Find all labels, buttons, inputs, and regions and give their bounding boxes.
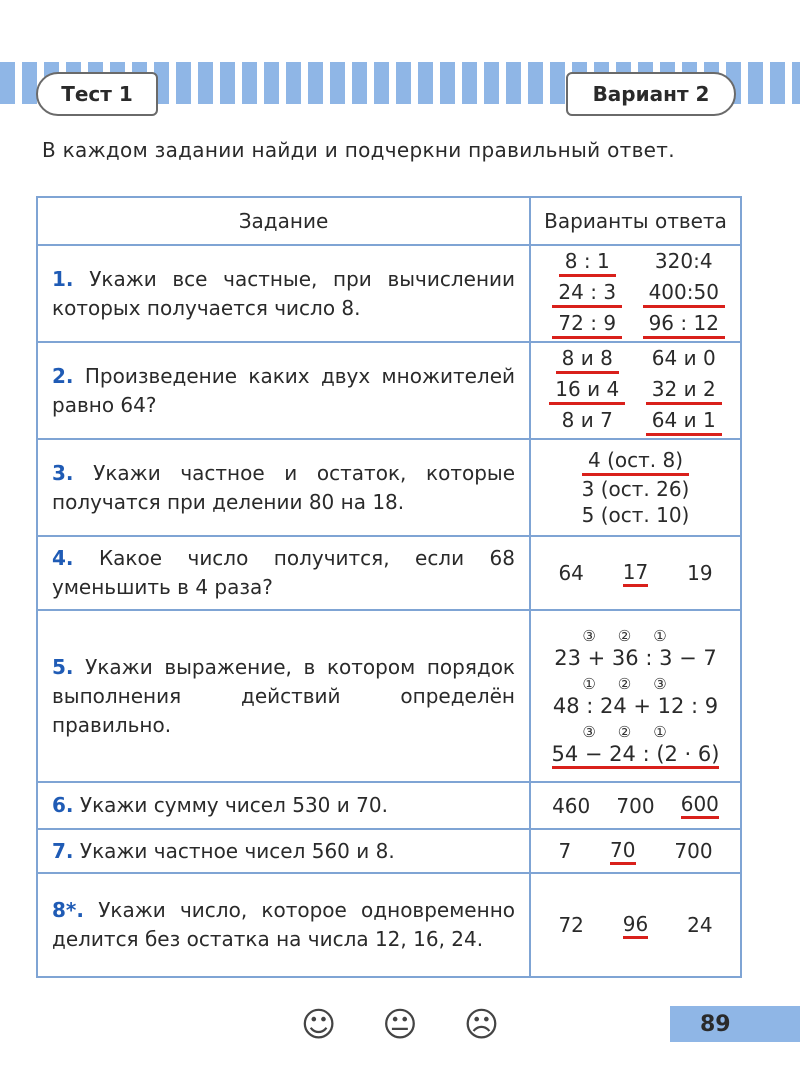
answer-option[interactable]: 3 (ост. 26) bbox=[581, 477, 690, 501]
col-answers-header: Варианты ответа bbox=[530, 197, 741, 245]
table-row bbox=[37, 439, 741, 536]
answer-option[interactable]: 16 и 4 bbox=[549, 376, 625, 405]
answer-option[interactable]: 17 bbox=[623, 560, 648, 587]
task-number: 1. bbox=[52, 266, 74, 291]
task-number: 5. bbox=[52, 654, 74, 679]
answer-option[interactable]: 24 bbox=[687, 913, 713, 937]
answer-option[interactable]: 64 bbox=[558, 561, 584, 585]
task-cell bbox=[37, 782, 530, 829]
table-row bbox=[37, 245, 741, 342]
expression-option[interactable] bbox=[531, 722, 740, 766]
answers-cell bbox=[530, 439, 741, 536]
answers-cell bbox=[530, 342, 741, 439]
order-marks: ①②③ bbox=[582, 675, 689, 693]
happy-face-icon[interactable]: ☺ bbox=[300, 1005, 337, 1045]
answers-cell bbox=[530, 610, 741, 782]
expression-option[interactable] bbox=[531, 674, 740, 718]
answer-option[interactable]: 600 bbox=[681, 792, 719, 819]
answer-option[interactable]: 70 bbox=[610, 838, 635, 865]
answer-option[interactable]: 64 и 0 bbox=[651, 346, 716, 370]
task-number: 2. bbox=[52, 363, 74, 388]
table-row bbox=[37, 782, 741, 829]
order-marks: ③②① bbox=[582, 723, 689, 741]
table-row bbox=[37, 536, 741, 610]
answer-option[interactable]: 8 и 7 bbox=[561, 408, 613, 432]
answer-option[interactable]: 32 и 2 bbox=[646, 376, 722, 405]
table-row bbox=[37, 342, 741, 439]
neutral-face-icon[interactable]: 😐 bbox=[382, 1005, 418, 1045]
task-text: Произведение каких двух множителей равно 64? bbox=[52, 363, 515, 417]
task-number: 6. bbox=[52, 793, 74, 817]
answer-option[interactable]: 460 bbox=[552, 793, 591, 818]
expression-text: 23 + 36 : 3 − 7 bbox=[554, 646, 717, 670]
table-header-row bbox=[37, 197, 741, 245]
task-number: 7. bbox=[52, 838, 74, 863]
task-cell bbox=[37, 439, 530, 536]
answer-option[interactable]: 8 и 8 bbox=[556, 345, 619, 374]
col-task-header: Задание bbox=[37, 197, 530, 245]
task-number: 3. bbox=[52, 460, 74, 485]
answer-option[interactable]: 700 bbox=[674, 839, 713, 863]
expression-text: 54 − 24 : (2 · 6) bbox=[552, 742, 720, 769]
answer-option[interactable]: 7 bbox=[558, 839, 572, 863]
test-label: Тест 1 bbox=[36, 72, 158, 116]
answer-option[interactable]: 8 : 1 bbox=[559, 248, 616, 277]
expression-text: 48 : 24 + 12 : 9 bbox=[552, 694, 719, 718]
answer-option[interactable]: 700 bbox=[616, 793, 655, 818]
answer-option[interactable]: 72 : 9 bbox=[552, 310, 622, 339]
answer-option[interactable]: 72 bbox=[558, 913, 584, 937]
task-table bbox=[36, 196, 742, 978]
instruction-text: В каждом задании найди и подчеркни правильный ответ. bbox=[42, 138, 675, 162]
page-number: 89 bbox=[670, 1006, 800, 1042]
task-number: 4. bbox=[52, 546, 74, 570]
answers-cell bbox=[530, 245, 741, 342]
variant-label: Вариант 2 bbox=[566, 72, 736, 116]
task-text: Укажи частное и остаток, которые получатся при делении 80 на 18. bbox=[52, 460, 516, 514]
order-marks: ③②① bbox=[582, 627, 689, 645]
task-text: Укажи сумму чисел 530 и 70. bbox=[79, 793, 388, 817]
answer-option[interactable]: 320:4 bbox=[654, 249, 713, 273]
answers-cell bbox=[530, 782, 741, 829]
sad-face-icon[interactable]: ☹ bbox=[463, 1005, 500, 1045]
task-text: Укажи выражение, в котором порядок выполнения действий определён правильно. bbox=[52, 654, 516, 737]
task-cell bbox=[37, 873, 530, 977]
answers-cell bbox=[530, 536, 741, 610]
task-number: 8*. bbox=[52, 898, 84, 922]
task-text: Укажи все частные, при вычислении которых получается число 8. bbox=[52, 266, 516, 320]
answer-option[interactable]: 96 : 12 bbox=[643, 310, 725, 339]
answer-option[interactable]: 400:50 bbox=[643, 279, 725, 308]
task-cell bbox=[37, 829, 530, 873]
answer-option[interactable]: 96 bbox=[623, 912, 648, 939]
task-cell bbox=[37, 245, 530, 342]
task-text: Какое число получится, если 68 уменьшить в 4 раза? bbox=[52, 546, 515, 599]
answer-option[interactable]: 5 (ост. 10) bbox=[581, 503, 690, 527]
answer-option[interactable]: 64 и 1 bbox=[646, 407, 722, 436]
answers-cell bbox=[530, 829, 741, 873]
answers-cell bbox=[530, 873, 741, 977]
answer-option[interactable]: 4 (ост. 8) bbox=[582, 447, 689, 476]
task-text: Укажи частное чисел 560 и 8. bbox=[79, 838, 395, 863]
task-text: Укажи число, которое одновременно делится без остатка на числа 12, 16, 24. bbox=[52, 898, 516, 951]
table-row bbox=[37, 610, 741, 782]
table-row bbox=[37, 829, 741, 873]
task-cell bbox=[37, 536, 530, 610]
task-cell bbox=[37, 610, 530, 782]
answer-option[interactable]: 24 : 3 bbox=[552, 279, 622, 308]
expression-option[interactable] bbox=[531, 626, 740, 670]
task-cell bbox=[37, 342, 530, 439]
table-row bbox=[37, 873, 741, 977]
answer-option[interactable]: 19 bbox=[687, 561, 713, 585]
